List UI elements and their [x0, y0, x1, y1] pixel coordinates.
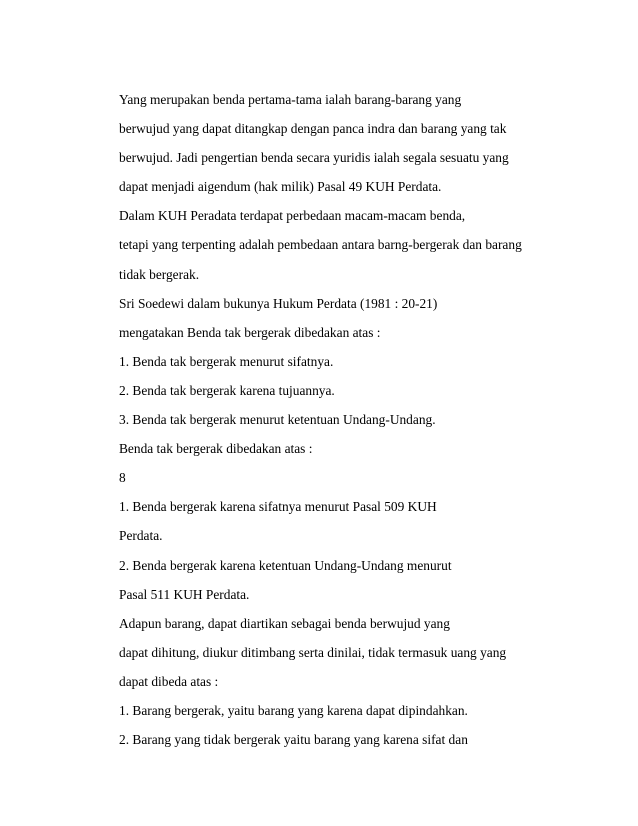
text-line: dapat menjadi aigendum (hak milik) Pasal 49 KUH Perdata.: [119, 179, 442, 195]
list-item: 3. Benda tak bergerak menurut ketentuan Undang-Undang.: [119, 412, 436, 428]
text-line: Perdata.: [119, 528, 163, 544]
text-line: Benda tak bergerak dibedakan atas :: [119, 441, 313, 457]
text-line: berwujud yang dapat ditangkap dengan panca indra dan barang yang tak: [119, 121, 507, 137]
text-line: tetapi yang terpenting adalah pembedaan antara barng-bergerak dan barang: [119, 237, 522, 253]
text-line: dapat dibeda atas :: [119, 673, 219, 689]
text-line: Sri Soedewi dalam bukunya Hukum Perdata (1981 : 20-21): [119, 295, 438, 311]
page-number: 8: [119, 470, 126, 486]
body-text: [119, 85, 539, 754]
list-item: 1. Benda tak bergerak menurut sifatnya.: [119, 353, 334, 369]
text-line: Adapun barang, dapat diartikan sebagai benda berwujud yang: [119, 615, 450, 631]
text-line: Dalam KUH Peradata terdapat perbedaan macam-macam benda,: [119, 208, 466, 224]
list-item: 1. Benda bergerak karena sifatnya menurut Pasal 509 KUH: [119, 499, 437, 515]
text-line: tidak bergerak.: [119, 266, 200, 282]
text-line: Pasal 511 KUH Perdata.: [119, 586, 250, 602]
list-item: 2. Barang yang tidak bergerak yaitu barang yang karena sifat dan: [119, 732, 468, 748]
text-line: Yang merupakan benda pertama-tama ialah barang-barang yang: [119, 92, 462, 107]
text-line: dapat dihitung, diukur ditimbang serta dinilai, tidak termasuk uang yang: [119, 644, 507, 660]
text-line: mengatakan Benda tak bergerak dibedakan atas :: [119, 324, 381, 340]
text-line: berwujud. Jadi pengertian benda secara yuridis ialah segala sesuatu yang: [119, 150, 509, 166]
list-item: 1. Barang bergerak, yaitu barang yang karena dapat dipindahkan.: [119, 702, 468, 718]
list-item: 2. Benda tak bergerak karena tujuannya.: [119, 382, 335, 398]
list-item: 2. Benda bergerak karena ketentuan Undang-Undang menurut: [119, 557, 452, 573]
